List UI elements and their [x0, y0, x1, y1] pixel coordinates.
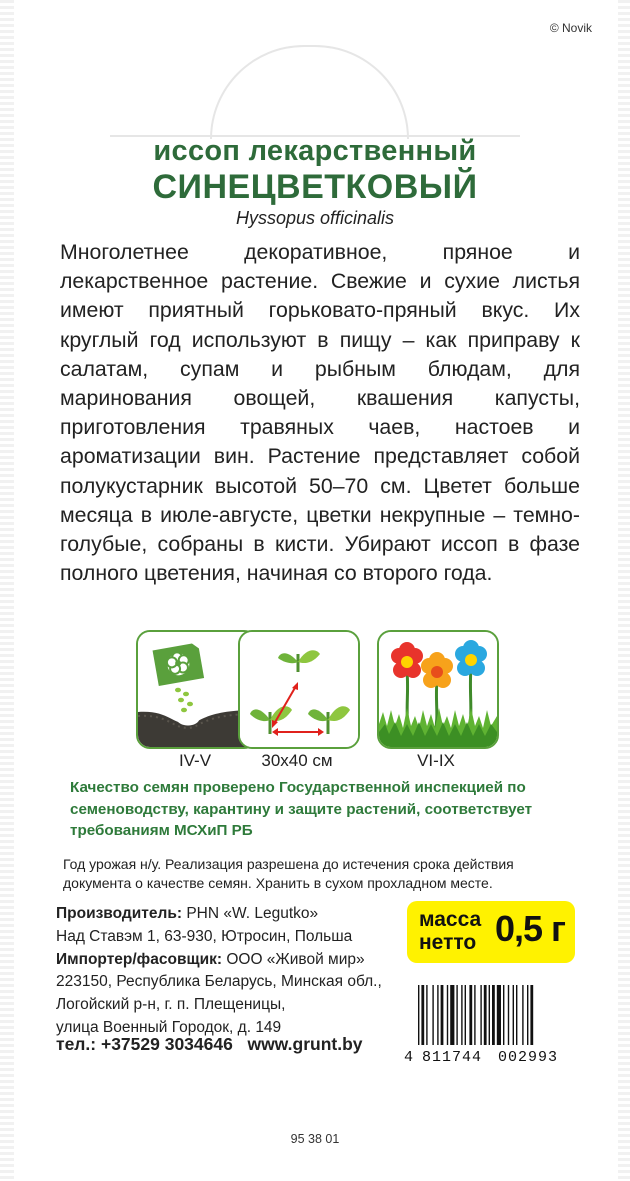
copyright-notice: © Novik — [549, 21, 592, 35]
producer-label: Производитель: — [56, 905, 183, 922]
flowering-icon — [377, 630, 499, 749]
importer-address-line3: улица Военный Городок, д. 149 — [56, 1018, 282, 1036]
barcode-first-digit: 4 — [404, 1049, 414, 1063]
importer-address-line1: 223150, Республика Беларусь, Минская обл., — [56, 973, 382, 991]
importer-label: Импортер/фасовщик: — [56, 950, 223, 968]
contacts-line — [56, 1034, 363, 1055]
barcode-bars — [418, 985, 533, 1045]
importer-name: ООО «Живой мир» — [226, 950, 365, 968]
batch-code: 95 38 01 — [290, 1132, 340, 1146]
net-weight-badge — [407, 901, 575, 963]
net-weight-value: 0,5 г — [495, 908, 566, 949]
product-description: Многолетнее декоративное, пряное и лекарственное растение. Свежие и сухие листья имеют приятный горьковато-пряный вкус. Их круглый год используют в пищу – как приправу к салатам, супам и рыбным блюдам, для маринования овощей, квашения капусты, приготовления травяных чаев, настоев и ароматизации вин. Растение представляет собой полукустарник высотой 50–70 см. Цветет больше месяца в июле-августе, цветки некрупные – темно-голубые, собраны в кисти. Убирают иссоп в фазе полного цветения, начиная со второго года. — [60, 240, 580, 586]
product-title-line1: иссоп лекарственный — [153, 135, 477, 167]
sowing-period-label: IV-V — [178, 751, 212, 770]
importer-address-line2: Логойский р-н, г. п. Плещеницы, — [56, 996, 286, 1014]
barcode — [402, 985, 580, 1063]
storage-info: Год урожая н/у. Реализация разрешена до истечения срока действия документа о качестве семян. Хранить в сухом прохладном месте. — [63, 856, 514, 891]
producer-block — [56, 903, 382, 1040]
latin-name: Hyssopus officinalis — [235, 208, 395, 228]
spacing-label: 30x40 см — [261, 751, 333, 770]
website: www.grunt.by — [247, 1034, 363, 1054]
barcode-group2: 002993 — [498, 1049, 559, 1063]
quality-statement: Качество семян проверено Государственной инспекцией по семеноводству, карантину и защите растений, соответствует требованиям МСХиП РБ — [70, 779, 533, 840]
barcode-group1: 811744 — [422, 1049, 483, 1063]
producer-address: Над Ставэм 1, 63-930, Ютросин, Польша — [56, 927, 353, 945]
hang-hole-outline — [210, 45, 409, 139]
producer-name: PHN «W. Legutko» — [186, 905, 319, 922]
flowering-period-label: VI-IX — [417, 751, 455, 770]
net-weight-label: масса нетто — [419, 908, 482, 954]
spacing-icon — [238, 630, 360, 749]
phone-number: тел.: +37529 3034646 — [56, 1034, 233, 1054]
product-title-line2: СИНЕЦВЕТКОВЫЙ — [152, 168, 478, 206]
